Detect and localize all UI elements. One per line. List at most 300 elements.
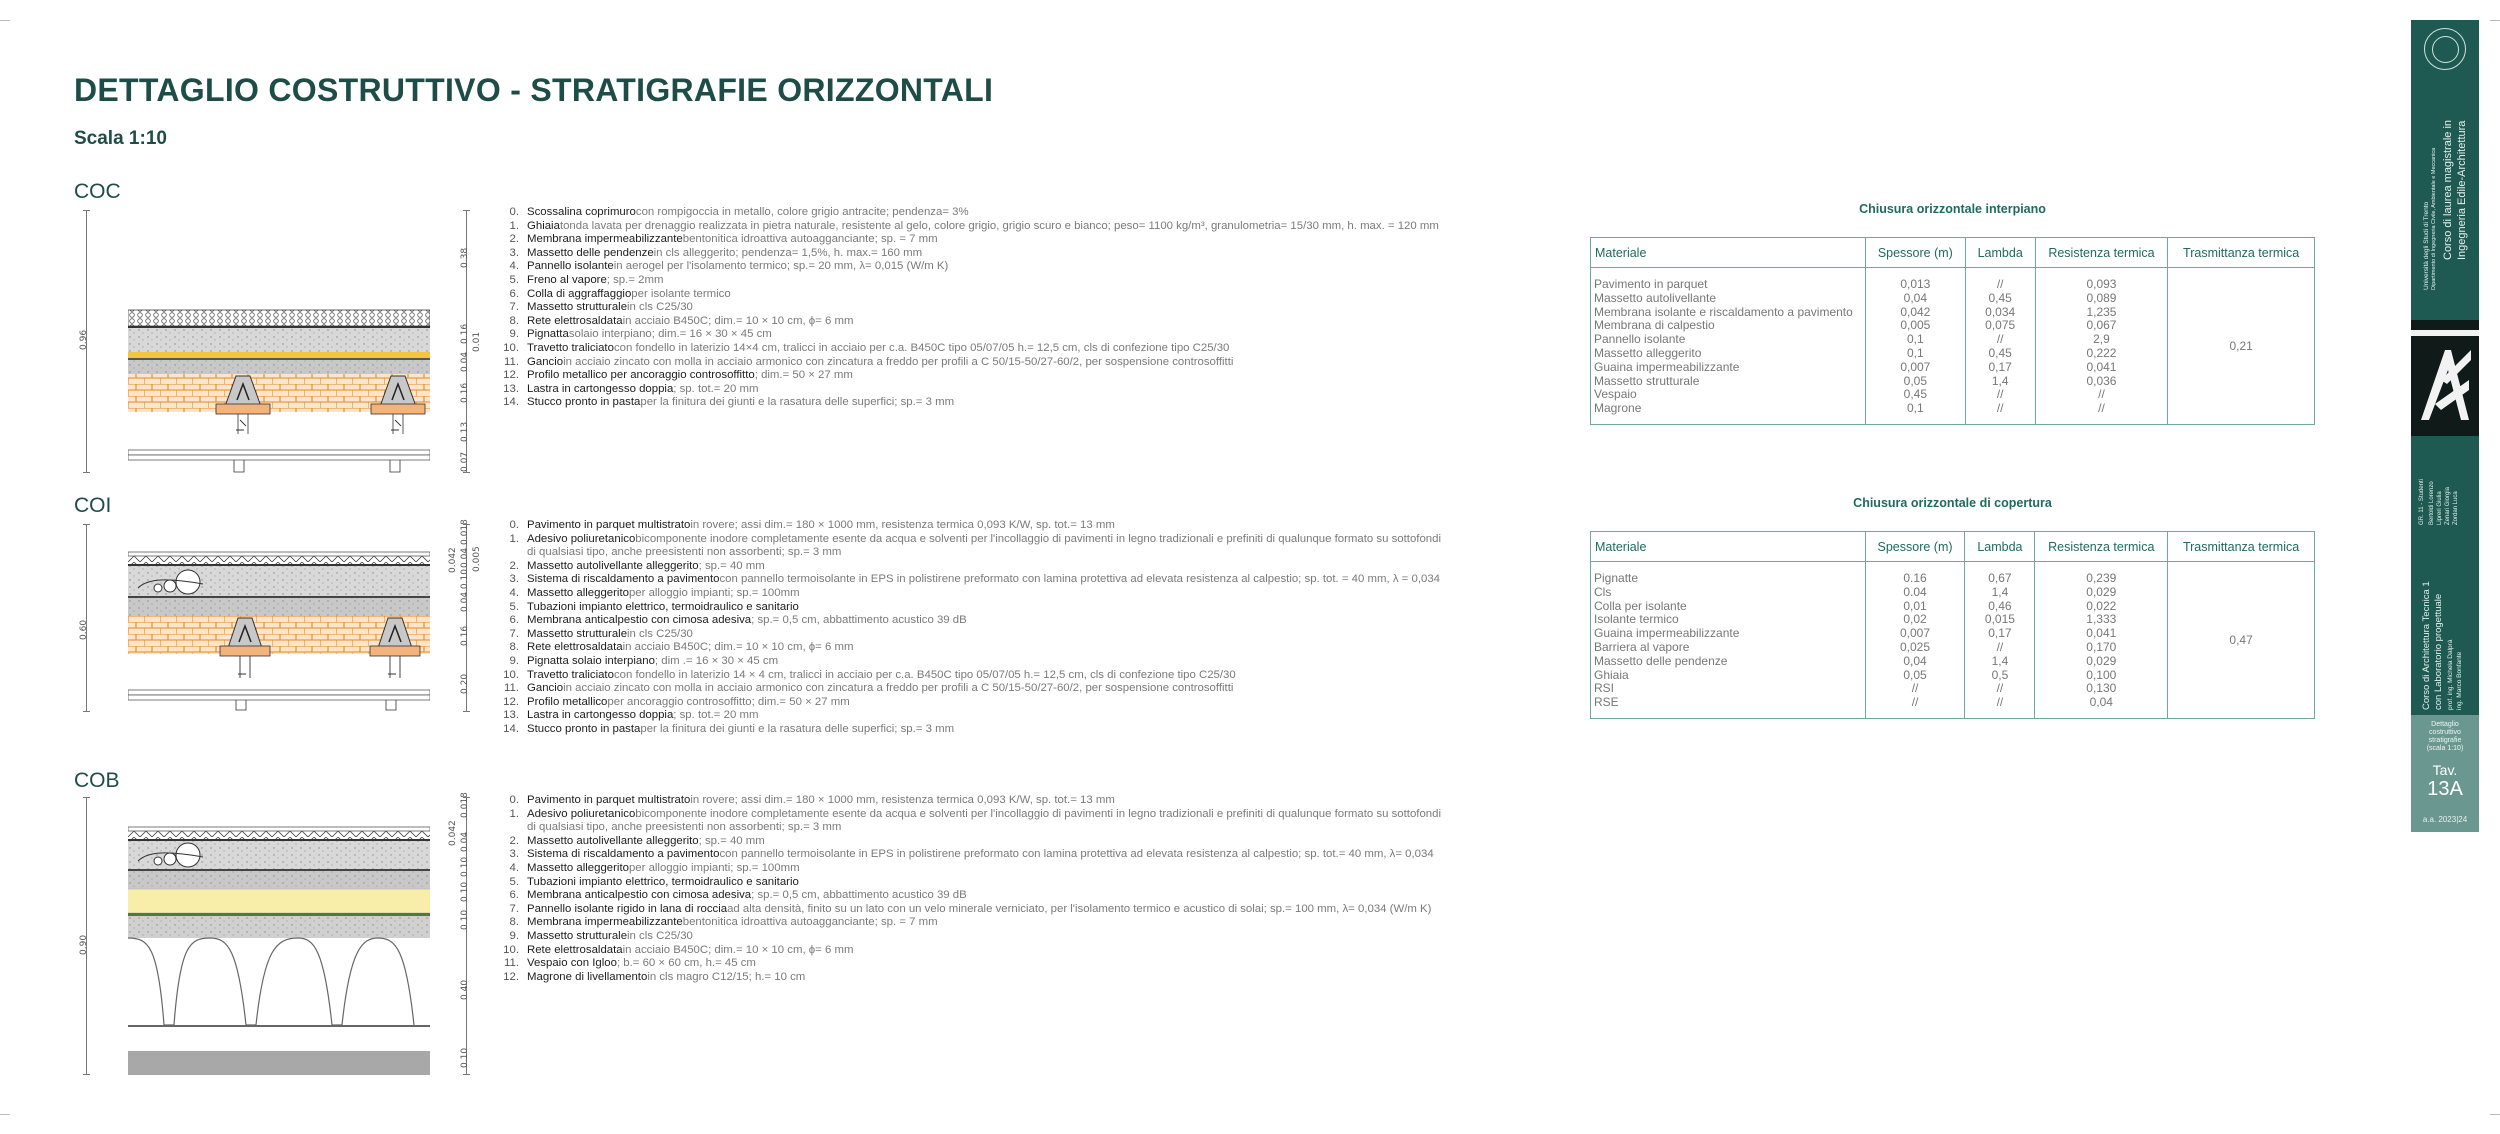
layer-description: ; sp. tot.= 20 mm: [673, 382, 759, 395]
layer-item: [500, 916, 1441, 930]
layer-description: per la finitura dei giunti e la rasatura delle superfici; sp.= 3 mm: [640, 396, 955, 409]
table-cell: 0,089: [2086, 290, 2117, 305]
table-cell: 0,025: [1900, 639, 1931, 654]
table-cell: 0,5: [1991, 667, 2009, 682]
dimension-value: 0.16: [460, 625, 470, 646]
table-cell: 0,029: [2086, 584, 2117, 599]
layer-number: 4.: [509, 861, 519, 874]
layer-name: Pavimento in parquet multistrato: [527, 794, 691, 806]
layer-number: 11.: [504, 957, 519, 970]
column-cells-resistenza: [2035, 562, 2168, 719]
column-header: Materiale: [1591, 532, 1866, 562]
column-cells-lambda: [1965, 562, 2035, 719]
table-cell: 0,170: [2086, 639, 2117, 654]
ea-logo-icon: [2411, 320, 2479, 436]
layer-name: Pannello isolante: [527, 260, 614, 273]
table-cell: 0,013: [1900, 277, 1931, 291]
table-cell: 2,9: [2093, 332, 2110, 347]
layer-description: in cls alleggerito; pendenza= 1,5%, h. max.= 160 mm: [653, 246, 923, 259]
layer-number: 5.: [509, 273, 519, 286]
layer-item: [500, 655, 1441, 669]
layer-number: 6.: [509, 287, 519, 300]
layer-number: 14.: [503, 396, 519, 409]
layer-description-continued: di qualsiasi tipo, anche preesistenti non assorbenti; sp.= 3 mm: [527, 821, 842, 834]
layer-name: Adesivo poliuretanico: [527, 532, 636, 545]
layer-description: con pannello termoisolante in EPS in polistirene preformato con lamina protettiva ad elevata resistenza al calpestio; sp. tot. = 40 mm, λ = 0,034: [719, 573, 1441, 586]
table-cell: Massetto strutturale: [1594, 373, 1700, 388]
table-cell: //: [2098, 387, 2105, 402]
layer-name: Tubazioni impianto elettrico, termoidraulico e sanitario: [527, 875, 799, 888]
professor-name: prof. ing. Michela Dalprà: [2447, 639, 2454, 710]
layer-number: 2.: [509, 559, 519, 572]
layer-item: [500, 301, 1439, 315]
layer-description: ad alta densità, finito su un lato con un velo minerale verniciato, per l'isolamento termico e acustico di solai; sp.= 100 mm, λ= 0,034 (W/m K): [727, 902, 1432, 915]
table-cell: 0,45: [1903, 387, 1928, 402]
layer-item: [500, 233, 1439, 247]
table-cell: 0,01: [1903, 598, 1927, 613]
column-cells-materiale: [1591, 562, 1866, 719]
table-copertura: [1590, 531, 2315, 719]
dimension-value: 0.10: [460, 856, 470, 877]
table-cell: Barriera al vapore: [1594, 639, 1690, 654]
layer-number: 12.: [503, 695, 519, 708]
table-cell: 0,041: [2086, 626, 2117, 641]
layer-item: [500, 971, 1441, 985]
layer-name: Membrana anticalpestio con cimosa adesiva: [527, 889, 752, 902]
table-cell: 0.04: [1903, 584, 1927, 599]
dimension-total: 0.90: [79, 934, 89, 955]
dimension-value: 0.20: [460, 673, 470, 694]
dimension-value: 0.16: [460, 323, 470, 344]
layer-number: 7.: [509, 627, 519, 640]
section-drawing-cob: [128, 825, 430, 1075]
table-interpiano: [1590, 237, 2315, 425]
layer-name: Rete elettrosaldata: [527, 314, 623, 327]
layer-item: [500, 614, 1441, 628]
layer-name: Scossalina coprimuro: [527, 206, 636, 218]
layer-description: ; dim .= 16 × 30 × 45 cm: [654, 654, 779, 667]
layer-description: in aerogel per l'isolamento termico; sp.= 20 mm, λ= 0,015 (W/m K): [613, 260, 949, 273]
layer-item: [500, 628, 1441, 642]
table-cell: //: [2098, 401, 2105, 416]
layer-name: Rete elettrosaldata: [527, 641, 623, 654]
dimension-value: 0.07: [460, 451, 470, 472]
layer-number: 4.: [509, 260, 519, 273]
layer-name: Sistema di riscaldamento a pavimento: [527, 848, 720, 861]
table-cell: //: [1996, 387, 2004, 402]
dimension-value: 0.10: [460, 1047, 470, 1068]
table-cell: 0,005: [1900, 318, 1931, 333]
layer-list-cob: [500, 794, 1441, 984]
layer-description: ; sp.= 40 mm: [698, 559, 765, 572]
table-cell: 1,4: [1991, 373, 2009, 388]
dimension-value: 0.005: [472, 546, 482, 572]
transmittance-value: 0,21: [2168, 268, 2315, 425]
sheet-number: [2411, 762, 2479, 801]
layer-item: [500, 696, 1441, 710]
table-cell: 0,007: [1900, 626, 1931, 641]
column-header: Trasmittanza termica: [2168, 532, 2315, 562]
layer-item: [500, 601, 1441, 615]
layer-list-coc: [500, 206, 1439, 410]
layer-name: Massetto strutturale: [527, 627, 628, 640]
layer-description: tonda lavata per drenaggio realizzata in pietra naturale, resistente al gelo, colore grigio, grigio scuro e bianco; peso= 1100 kg/m³, granulometria= 15/30 mm, h. max. = 120 mm: [559, 219, 1439, 232]
layer-item: [500, 794, 1441, 808]
table-cell: 0,130: [2086, 681, 2117, 696]
layer-description: ; sp.= 0,5 cm, abbattimento acustico 39 dB: [751, 614, 967, 627]
layer-number: 7.: [509, 902, 519, 915]
layer-name: Travetto traliciato: [527, 668, 614, 681]
professor-name: ing. Marco Bonfante: [2456, 651, 2463, 710]
transmittance-value: 0,47: [2168, 562, 2315, 719]
layer-description: ; sp. tot.= 20 mm: [673, 709, 759, 722]
layer-number: 12.: [503, 970, 519, 983]
table-cell: 0.16: [1903, 571, 1927, 585]
subject-line-1: Corso di Architettura Tecnica 1: [2421, 581, 2432, 710]
table-caption-interpiano: Chiusura orizzontale interpiano: [1859, 202, 2046, 216]
section-drawing-coc: [128, 300, 430, 480]
layer-description: in acciaio B450C; dim.= 10 × 10 cm, ϕ= 6 mm: [622, 943, 854, 956]
layer-item: [500, 944, 1441, 958]
table-cell: 0,17: [1988, 359, 2012, 374]
layer-number: 11.: [504, 682, 519, 695]
layer-name: Membrana anticalpestio con cimosa adesiva: [527, 614, 752, 627]
layer-item: [500, 274, 1439, 288]
table-cell: 1,235: [2086, 304, 2117, 319]
layer-number: 0.: [509, 206, 519, 218]
layer-name: Rete elettrosaldata: [527, 943, 623, 956]
layer-name: Magrone di livellamento: [527, 970, 648, 983]
layer-number: 0.: [509, 519, 519, 531]
table-cell: 0,04: [1903, 290, 1928, 305]
layer-description: bentonitica idroattiva autoagganciante; sp. = 7 mm: [682, 233, 938, 246]
layer-number: 10.: [503, 341, 519, 354]
university-name: Università degli Studi di Trento: [2423, 201, 2430, 290]
table-cell: //: [1996, 277, 2004, 291]
sheet-description-line: stratigrafie: [2428, 737, 2462, 744]
column-cells-materiale: [1591, 268, 1866, 425]
layer-number: 0.: [509, 794, 519, 806]
layer-name: Massetto strutturale: [527, 929, 628, 942]
table-cell: 0,05: [1903, 373, 1928, 388]
layer-description: in rovere; assi dim.= 180 × 1000 mm, resistenza termica 0,093 K/W, sp. tot.= 13 mm: [690, 794, 1115, 806]
layer-description: bicomponente inodore completamente esente da acqua e solventi per l'incollaggio di pavimenti in legno tradizionali e prefiniti di qualunque formato su sottofondi: [635, 807, 1442, 820]
table-cell: 0,17: [1988, 626, 2012, 641]
section-label-coi: COI: [74, 494, 112, 517]
layer-name: Vespaio con Igloo: [527, 957, 617, 970]
table-cell: 0,45: [1988, 345, 2012, 360]
layer-name: Ghiaia: [527, 219, 560, 232]
table-cell: 0,022: [2086, 598, 2117, 613]
table-cell: 0,1: [1906, 345, 1924, 360]
logo-band: [2411, 320, 2479, 436]
layer-number: 14.: [503, 722, 519, 735]
table-caption-copertura: Chiusura orizzontale di copertura: [1853, 496, 2052, 510]
layer-name: Massetto alleggerito: [527, 586, 629, 599]
layer-number: 10.: [503, 668, 519, 681]
column-cells-spessore: [1865, 268, 1965, 425]
layer-number: 11.: [504, 355, 519, 368]
table-cell: 0,02: [1903, 612, 1927, 627]
table-cell: //: [1996, 332, 2004, 347]
table-cell: 0,04: [2089, 695, 2113, 710]
layer-item: [500, 206, 1439, 220]
column-header: Spessore (m): [1865, 238, 1965, 268]
layer-description: in cls magro C12/15; h.= 10 cm: [647, 970, 806, 983]
column-header: Lambda: [1965, 238, 2035, 268]
layer-description: con rompigoccia in metallo, colore grigio antracite; pendenza= 3%: [635, 206, 969, 218]
layer-item: [500, 220, 1439, 234]
table-cell: Membrana isolante e riscaldamento a pavimento: [1594, 304, 1853, 319]
table-cell: Ghiaia: [1594, 667, 1629, 682]
table-cell: 0,67: [1988, 571, 2012, 585]
layer-list-coi: [500, 519, 1441, 737]
layer-description: ; sp.= 2mm: [606, 273, 664, 286]
scale-label: Scala 1:10: [74, 128, 167, 149]
dimension-value: 0.042: [448, 820, 458, 846]
crop-mark: [0, 1114, 10, 1115]
dimension-value: 0.38: [460, 247, 470, 268]
layer-item: [500, 808, 1441, 822]
layer-name: Sistema di riscaldamento a pavimento: [527, 573, 720, 586]
table-cell: Guaina impermeabilizzante: [1594, 359, 1740, 374]
layer-name: Pignatta solaio interpiano: [527, 654, 655, 667]
table-cell: Pannello isolante: [1594, 332, 1686, 347]
layer-name: Gancio: [527, 682, 564, 695]
table-cell: 0,029: [2086, 653, 2117, 668]
academic-year: a.a. 2023|24: [2422, 815, 2468, 824]
dimension-value: 0.16: [460, 382, 470, 403]
layer-name: Massetto alleggerito: [527, 861, 629, 874]
layer-description: in rovere; assi dim.= 180 × 1000 mm, resistenza termica 0,093 K/W, sp. tot.= 13 mm: [690, 519, 1115, 531]
section-label-cob: COB: [74, 769, 120, 792]
layer-name: Pavimento in parquet multistrato: [527, 519, 691, 531]
layer-description: in cls C25/30: [627, 929, 693, 942]
layer-number: 13.: [503, 382, 519, 395]
layer-name: Membrana impermeabilizzante: [527, 916, 683, 929]
layer-description: ; dim.= 50 × 27 mm: [754, 369, 853, 382]
department-name: Dipartimento di Ingegneria Civile, Ambientale e Meccanica: [2431, 147, 2437, 290]
layer-number: 2.: [509, 233, 519, 246]
section-label-coc: COC: [74, 180, 121, 203]
layer-number: 5.: [509, 600, 519, 613]
layer-description: in acciaio zincato con molla in acciaio armonico con zincatura a freddo per profili a C 50/15-50/27-60/2, per sospensione controsoffitti: [563, 682, 1234, 695]
layer-item: [500, 383, 1439, 397]
layer-name: Profilo metallico: [527, 695, 608, 708]
layer-number: 9.: [509, 654, 519, 667]
dimension-value: 0.018: [460, 792, 470, 818]
sheet-description: [2411, 721, 2479, 753]
layer-description: per la finitura dei giunti e la rasatura delle superfici; sp.= 3 mm: [640, 722, 955, 735]
layer-name: Profilo metallico per ancoraggio controsoffitto: [527, 369, 755, 382]
sheet-description-line: (scala 1:10): [2426, 745, 2464, 752]
layer-item: [500, 641, 1441, 655]
table-cell: 0,036: [2086, 373, 2117, 388]
crop-mark: [2490, 1114, 2500, 1115]
layer-description: bicomponente inodore completamente esente da acqua e solventi per l'incollaggio di pavimenti in legno tradizionali e prefiniti di qualunque formato su sottofondi: [635, 532, 1442, 545]
layer-name: Stucco pronto in pasta: [527, 396, 641, 409]
layer-description: per alloggio impianti; sp.= 100mm: [628, 586, 800, 599]
table-cell: //: [1996, 639, 2004, 654]
layer-number: 3.: [509, 848, 519, 861]
subject-line-2: con Laboratorio progettuale: [2433, 593, 2444, 710]
dimension-line-total: [86, 524, 87, 712]
layer-number: 5.: [509, 875, 519, 888]
layer-number: 6.: [509, 614, 519, 627]
layer-name: Pignatta: [527, 328, 569, 341]
layer-name: Colla di aggraffaggio: [527, 287, 632, 300]
layer-name: Massetto autolivellante alleggerito: [527, 834, 699, 847]
table-cell: 0,075: [1985, 318, 2016, 333]
layer-description: per isolante termico: [631, 287, 731, 300]
dimension-value: 0.13: [460, 421, 470, 442]
layer-description: con fondello in laterizio 14×4 cm, tralicci in acciaio per c.a. B450C tipo 05/07/05 h.= 12,5 cm, cls di confezione tipo C25/30: [613, 341, 1230, 354]
layer-name: Travetto traliciato: [527, 341, 614, 354]
table-cell: //: [1911, 681, 1919, 696]
table-cell: Magrone: [1594, 401, 1642, 416]
table-cell: 0,042: [1900, 304, 1931, 319]
table-cell: Isolante termico: [1594, 612, 1679, 627]
column-header: Spessore (m): [1865, 532, 1965, 562]
layer-number: 13.: [503, 709, 519, 722]
table-cell: 1,4: [1991, 584, 2009, 599]
layer-description: per alloggio impianti; sp.= 100mm: [628, 861, 800, 874]
tav-number: 13A: [2427, 778, 2463, 800]
table-cell: 1,333: [2086, 612, 2117, 627]
table-cell: Massetto delle pendenze: [1594, 653, 1728, 668]
column-header: Trasmittanza termica: [2168, 238, 2315, 268]
layer-number: 8.: [509, 314, 519, 327]
table-cell: 0,034: [1985, 304, 2016, 319]
layer-item: [500, 587, 1441, 601]
layer-description: in acciaio B450C; dim.= 10 × 10 cm, ϕ= 6 mm: [622, 641, 854, 654]
layer-item: [500, 930, 1441, 944]
layer-number: 6.: [509, 889, 519, 902]
layer-description-continued: di qualsiasi tipo, anche preesistenti non assorbenti; sp.= 3 mm: [527, 546, 842, 559]
layer-item: [500, 328, 1439, 342]
layer-description: con fondello in laterizio 14 × 4 cm, tralicci in acciaio per c.a. B450C tipo 05/07/05 h.= 12,5 cm, cls di confezione tipo C25/30: [613, 668, 1236, 681]
title-block-sidebar: [2411, 20, 2479, 832]
column-header: Materiale: [1591, 238, 1866, 268]
layer-description: in acciaio B450C; dim.= 10 × 10 cm, ϕ= 6 mm: [622, 314, 854, 327]
layer-name: Adesivo poliuretanico: [527, 807, 636, 820]
dimension-value: 0.01: [472, 331, 482, 352]
dimension-total: 0.60: [79, 619, 89, 640]
layer-number: 1.: [509, 219, 519, 232]
section-drawing-coi: [128, 550, 430, 715]
table-cell: 0,239: [2086, 571, 2117, 585]
layer-item: [500, 342, 1439, 356]
layer-number: 10.: [503, 943, 519, 956]
tav-label: Tav.: [2432, 762, 2458, 778]
layer-description: ; sp.= 0,5 cm, abbattimento acustico 39 dB: [751, 889, 967, 902]
layer-item: [500, 560, 1441, 574]
table-cell: //: [1996, 681, 2004, 696]
layer-item: [500, 957, 1441, 971]
layer-number: 2.: [509, 834, 519, 847]
column-cells-resistenza: [2035, 268, 2168, 425]
layer-number: 9.: [509, 328, 519, 341]
dimension-value: 0.10: [460, 881, 470, 902]
table-cell: 0,05: [1903, 667, 1927, 682]
layer-name: Freno al vapore: [527, 273, 607, 286]
sheet-description-line: costruttivo: [2429, 729, 2461, 736]
table-cell: 0,093: [2086, 277, 2117, 291]
dimension-value: 0.40: [460, 979, 470, 1000]
layer-number: 8.: [509, 641, 519, 654]
table-cell: Colla per isolante: [1594, 598, 1687, 613]
layer-item: [500, 682, 1441, 696]
layer-item: [500, 533, 1441, 547]
layer-description: in acciaio zincato con molla in acciaio armonico con zincatura a freddo per profili a C 50/15-50/27-60/2, per sospensione controsoffitti: [563, 355, 1234, 368]
dimension-value: 0.04 0.10: [460, 569, 470, 612]
table-cell: 0,45: [1988, 290, 2012, 305]
layer-description: con pannello termoisolante in EPS in polistirene preformato con lamina protettiva ad elevata resistenza al calpestio; sp. tot.= 40 mm, λ= 0,034: [719, 848, 1434, 861]
dimension-value: 0.018: [460, 519, 470, 545]
layer-number: 4.: [509, 586, 519, 599]
layer-item: [500, 247, 1439, 261]
layer-number: 8.: [509, 916, 519, 929]
table-cell: RSI: [1594, 681, 1615, 696]
table-cell: Massetto autolivellante: [1594, 290, 1717, 305]
layer-name: Lastra in cartongesso doppia: [527, 709, 674, 722]
layer-name: Massetto autolivellante alleggerito: [527, 559, 699, 572]
dimension-total: 0.96: [79, 329, 89, 350]
table-cell: 0,015: [1984, 612, 2015, 627]
layer-number: 9.: [509, 929, 519, 942]
layer-number: 7.: [509, 301, 519, 314]
dimension-value: 0.04: [460, 547, 470, 568]
table-cell: Guaina impermeabilizzante: [1594, 626, 1740, 641]
layer-description: in cls C25/30: [627, 627, 693, 640]
dimension-value: 0.04: [460, 351, 470, 372]
layer-description: in cls C25/30: [627, 301, 693, 314]
table-cell: Cls: [1594, 584, 1612, 599]
layer-item: [500, 396, 1439, 410]
column-cells-spessore: [1865, 562, 1965, 719]
table-cell: Membrana di calpestio: [1594, 318, 1715, 333]
table-cell: 0,067: [2086, 318, 2117, 333]
student-name: Bertoldi Lorenzo: [2429, 481, 2435, 525]
layer-item: [500, 862, 1441, 876]
table-cell: //: [1911, 695, 1919, 710]
layer-item: [500, 876, 1441, 890]
column-header: Lambda: [1965, 532, 2035, 562]
layer-number: 3.: [509, 573, 519, 586]
table-cell: Vespaio: [1594, 387, 1637, 402]
layer-name: Pannello isolante rigido in lana di roccia: [527, 902, 728, 915]
layer-description: ; sp.= 40 mm: [698, 834, 765, 847]
table-cell: 0,007: [1900, 359, 1931, 374]
layer-number: 12.: [503, 369, 519, 382]
layer-description: solaio interpiano; dim.= 16 × 30 × 45 cm: [568, 328, 772, 341]
page-title: DETTAGLIO COSTRUTTIVO - STRATIGRAFIE ORIZZONTALI: [74, 72, 994, 108]
crop-mark: [2490, 20, 2500, 21]
table-cell: 0,222: [2086, 345, 2117, 360]
layer-item: [500, 519, 1441, 533]
table-cell: 0,100: [2086, 667, 2117, 682]
layer-name: Massetto strutturale: [527, 301, 628, 314]
layer-name: Stucco pronto in pasta: [527, 722, 641, 735]
layer-number: 3.: [509, 246, 519, 259]
dimension-value: 0.042: [448, 547, 458, 573]
column-header: Resistenza termica: [2035, 238, 2168, 268]
layer-number: 1.: [509, 532, 519, 545]
table-cell: 0,04: [1903, 653, 1927, 668]
group-label: GR. 11 - Studenti: [2419, 479, 2425, 525]
table-cell: 0,1: [1906, 332, 1924, 347]
dimension-value: 0.10: [460, 909, 470, 930]
